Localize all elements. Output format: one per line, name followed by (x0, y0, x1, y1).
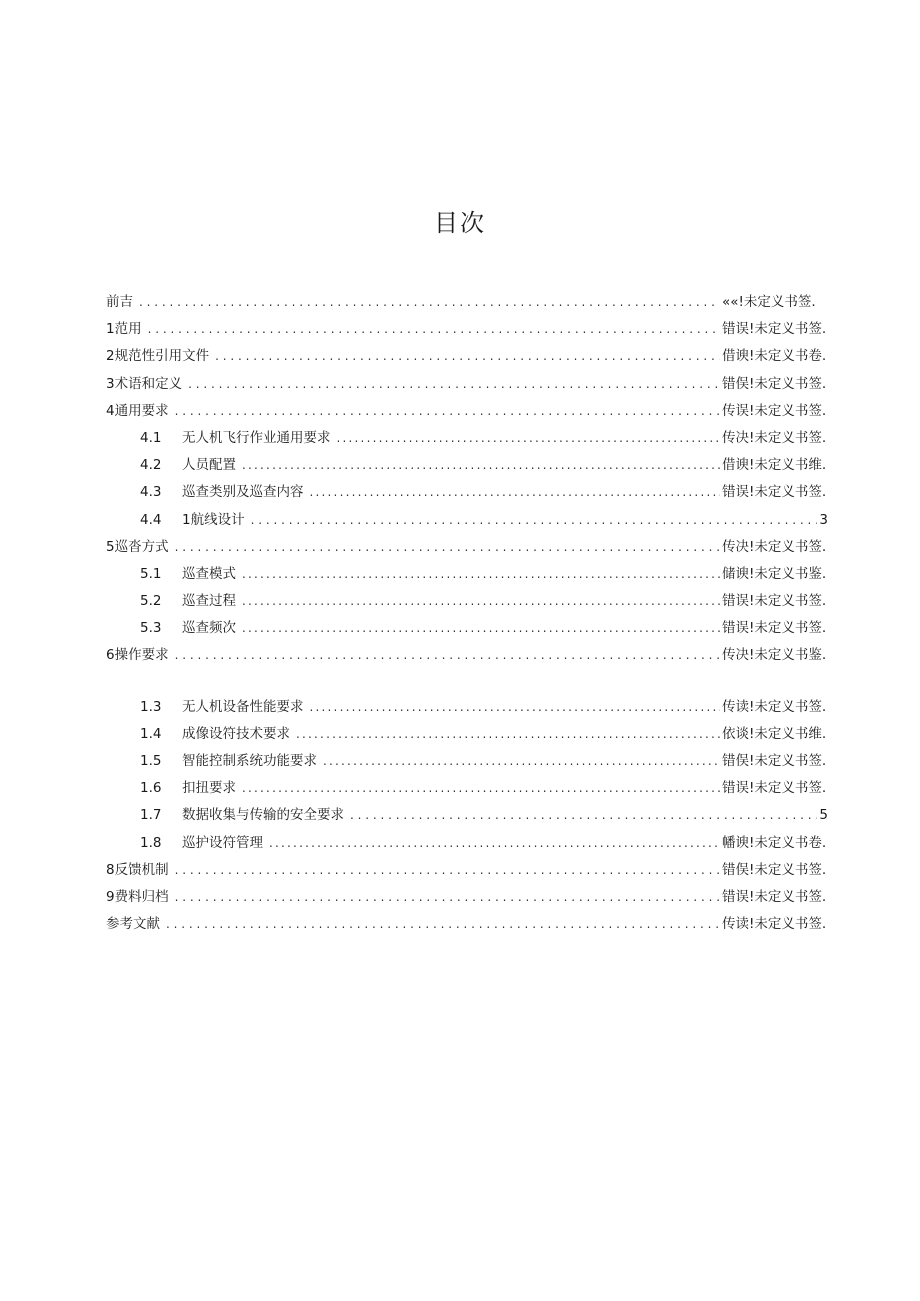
leader-dots (215, 349, 720, 363)
toc-entry-label: 1范用 (106, 321, 142, 338)
toc-entry-label: 巡查模式 (182, 565, 236, 582)
toc-entry-label: 数据收集与传输的安全要求 (182, 807, 344, 824)
toc-entry-label: 1航线设计 (182, 511, 245, 528)
toc-entry-terms[interactable] (106, 372, 846, 399)
toc-entry-page: 借谀!未定义书维. (722, 457, 827, 474)
toc-entry-number: 4.3 (140, 484, 162, 501)
toc-entry-label: 无人机飞行作业通用要求 (182, 429, 331, 446)
leader-dots (166, 917, 720, 931)
toc-subentry-4-4[interactable] (106, 508, 828, 535)
toc-entry-label: 巡查频次 (182, 620, 236, 637)
toc-entry-label: 2规范性引用文件 (106, 348, 210, 365)
toc-entry-foreword[interactable] (106, 290, 846, 317)
toc-entry-page: 错误!未定义书签. (722, 321, 827, 338)
toc-entry-label: 智能控制系统功能要求 (182, 753, 317, 769)
leader-dots (175, 404, 720, 418)
toc-entry-label: 巡查类别及巡查内容 (182, 484, 304, 501)
toc-subentry-1-5[interactable] (106, 749, 846, 776)
toc-entry-page: 传读!未定义书签. (722, 698, 827, 715)
toc-entry-references[interactable] (106, 912, 846, 939)
toc-entry-feedback[interactable] (106, 858, 846, 885)
toc-entry-number: 4.2 (140, 457, 162, 474)
toc-entry-number: 4.4 (140, 511, 162, 528)
toc-entry-label: 4通用要求 (106, 402, 169, 419)
toc-entry-number: 1.7 (140, 807, 162, 824)
toc-subentry-1-6[interactable] (106, 776, 846, 803)
toc-subentry-4-1[interactable] (106, 426, 846, 453)
toc-entry-label: 6操作要求 (106, 647, 169, 664)
toc-entry-label: 前吉 (106, 294, 133, 310)
toc-entry-operation-requirements[interactable] (106, 643, 846, 670)
leader-dots (175, 890, 720, 904)
toc-entry-page: 错误!未定义书签. (722, 593, 827, 610)
toc-entry-label: 9费料归档 (106, 888, 169, 905)
toc-entry-label: 人员配置 (182, 457, 236, 474)
leader-dots (242, 567, 720, 581)
toc-entry-page: 储谀!未定义书鉴. (722, 565, 827, 582)
leader-dots (242, 594, 720, 608)
leader-dots (175, 863, 720, 877)
toc-entry-normative-references[interactable] (106, 344, 846, 371)
toc-entry-label: 5巡沓方式 (106, 538, 169, 555)
toc-entry-page: 错误!未定义书签. (722, 780, 827, 797)
leader-dots (175, 540, 720, 554)
toc-entry-page: 错误!未定义书签. (722, 888, 827, 905)
toc-subentry-5-2[interactable] (106, 589, 846, 616)
toc-subentry-1-4[interactable] (106, 722, 846, 749)
toc-entry-label: 参考文献 (106, 916, 160, 933)
toc-entry-page: 传读!未定义书签. (722, 916, 827, 933)
table-of-contents (106, 290, 846, 939)
leader-dots (310, 485, 721, 499)
leader-dots (296, 727, 720, 741)
toc-subentry-1-8[interactable] (106, 831, 846, 858)
leader-dots (242, 458, 720, 472)
toc-entry-number: 1.6 (140, 780, 162, 797)
leader-dots (350, 808, 817, 822)
toc-entry-number: 5.3 (140, 620, 162, 637)
leader-dots (251, 513, 818, 527)
toc-subentry-5-3[interactable] (106, 616, 846, 643)
toc-entry-label: 扣扭要求 (182, 780, 236, 797)
toc-subentry-5-1[interactable] (106, 562, 846, 589)
toc-entry-number: 1.4 (140, 725, 162, 742)
toc-entry-page: 错误!未定义书签. (722, 484, 827, 501)
leader-dots (337, 431, 721, 445)
toc-entry-archiving[interactable] (106, 885, 846, 912)
toc-entry-scope[interactable] (106, 317, 846, 344)
leader-dots (188, 377, 720, 391)
leader-dots (242, 621, 720, 635)
toc-entry-page: 传决!未定义书鉴. (722, 647, 827, 664)
toc-entry-number: 1.5 (140, 753, 162, 769)
leader-dots (148, 322, 720, 336)
toc-entry-page: ««!未定义书签. (722, 294, 816, 310)
leader-dots (175, 648, 720, 662)
toc-entry-number: 1.8 (140, 834, 162, 851)
toc-subentry-1-7[interactable] (106, 803, 828, 830)
toc-entry-number: 1.3 (140, 698, 162, 715)
toc-entry-number: 5.1 (140, 565, 162, 582)
toc-entry-label: 3术语和定义 (106, 375, 183, 392)
leader-dots (323, 754, 720, 768)
leader-dots (310, 700, 721, 714)
toc-entry-patrol-methods[interactable] (106, 535, 846, 562)
toc-entry-page: 错俣!未定义书签. (722, 861, 827, 878)
leader-dots (139, 295, 720, 309)
toc-entry-page: 错俣!未定义书签. (722, 375, 827, 392)
toc-entry-page: 错误!未定义书签. (722, 620, 827, 637)
toc-entry-page: 依谈!未定义书维. (722, 725, 827, 742)
toc-subentry-1-3[interactable] (106, 695, 846, 722)
toc-entry-page: 3 (819, 511, 828, 528)
toc-entry-number: 5.2 (140, 593, 162, 610)
toc-entry-page: 传决!未定义书签. (722, 538, 827, 555)
toc-entry-label: 巡护设符管理 (182, 834, 263, 851)
leader-dots (242, 781, 720, 795)
toc-entry-label: 无人机设备性能要求 (182, 698, 304, 715)
toc-entry-page: 传决!未定义书签. (722, 429, 827, 446)
toc-entry-label: 成像设符技术要求 (182, 725, 290, 742)
toc-subentry-4-2[interactable] (106, 453, 846, 480)
toc-entry-page: 借谀!未定义书卷. (722, 348, 827, 365)
leader-dots (269, 836, 720, 850)
toc-entry-page: 5 (819, 807, 828, 824)
section-gap (106, 671, 846, 695)
page-title: 目次 (434, 209, 486, 237)
toc-entry-label: 8反馈机制 (106, 861, 169, 878)
toc-entry-general-requirements[interactable] (106, 399, 846, 426)
toc-entry-number: 4.1 (140, 429, 162, 446)
toc-subentry-4-3[interactable] (106, 480, 846, 507)
toc-entry-page: 幡谀!未定义书卷. (722, 834, 827, 851)
toc-entry-page: 传误!未定义书签. (722, 402, 827, 419)
toc-entry-label: 巡查过程 (182, 593, 236, 610)
toc-entry-page: 错俣!未定义书签. (722, 753, 827, 769)
